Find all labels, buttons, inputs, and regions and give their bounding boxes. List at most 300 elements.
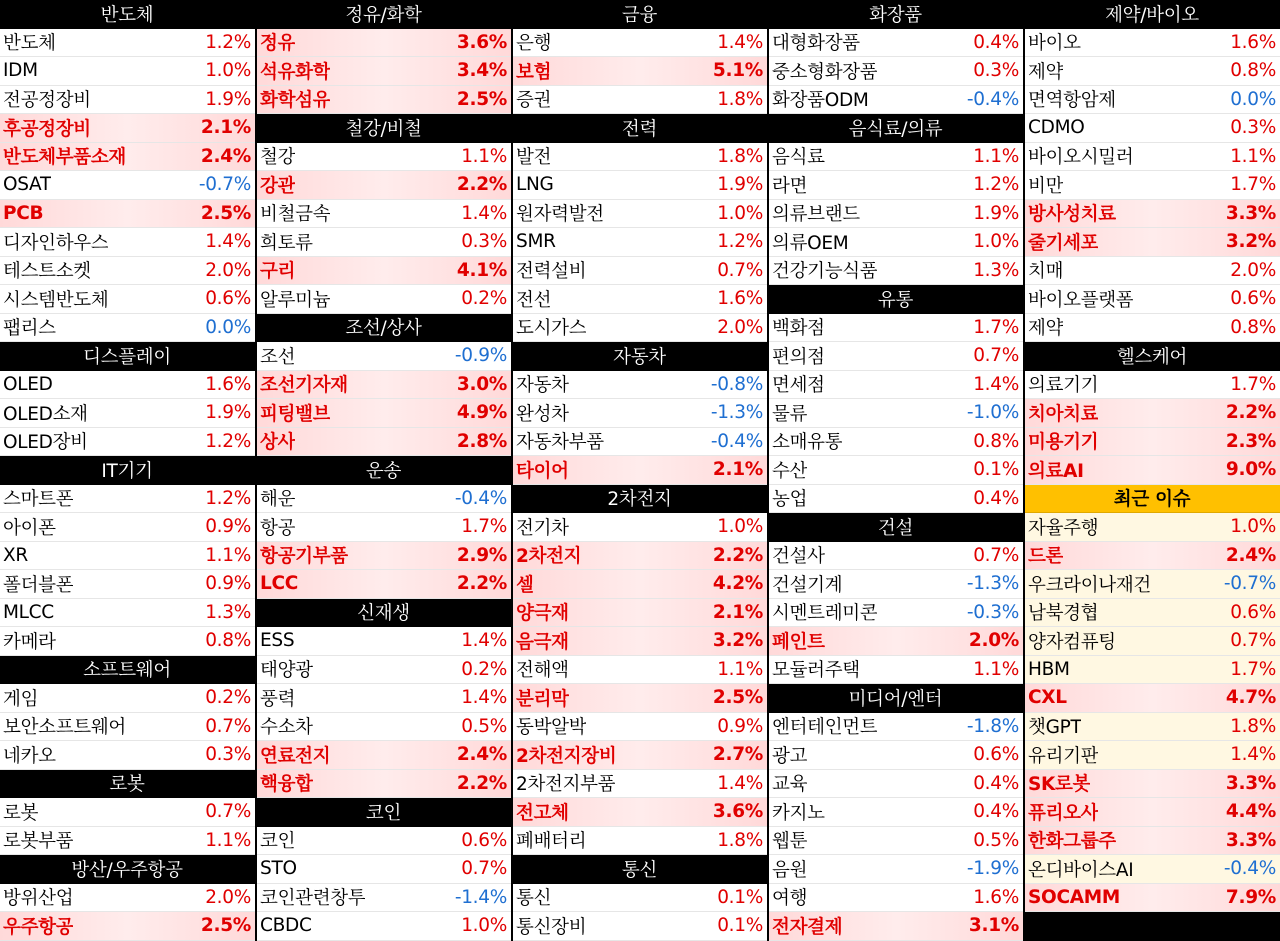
sector-name: 음원 — [772, 859, 808, 881]
sector-group-header: 헬스케어 — [1025, 342, 1280, 371]
sector-name: 자동차부품 — [516, 432, 604, 454]
sector-row[interactable] — [769, 314, 1023, 343]
sector-row[interactable] — [0, 798, 255, 827]
sector-name: PCB — [3, 202, 44, 224]
sector-name: HBM — [1028, 658, 1070, 680]
sector-row[interactable] — [513, 884, 767, 913]
sector-name: 2차전지장비 — [516, 745, 617, 767]
sector-group-header: 코인 — [257, 798, 511, 827]
sector-row[interactable] — [513, 599, 767, 628]
sector-row[interactable] — [257, 342, 511, 371]
sector-group-header: 제약/바이오 — [1025, 0, 1280, 29]
sector-row[interactable] — [0, 114, 255, 143]
sector-row[interactable] — [257, 884, 511, 913]
change-percent: 1.4% — [1230, 744, 1276, 766]
sector-name: CXL — [1028, 687, 1067, 709]
change-percent: 0.7% — [205, 715, 251, 737]
sector-row[interactable] — [1025, 57, 1280, 86]
sector-row[interactable] — [1025, 29, 1280, 58]
sector-group-header: 정유/화학 — [257, 0, 511, 29]
change-percent: 2.5% — [456, 88, 507, 110]
change-percent: 2.0% — [717, 316, 763, 338]
sector-row[interactable] — [769, 228, 1023, 257]
recent-issue-row[interactable] — [1025, 627, 1280, 656]
recent-issue-row[interactable] — [1025, 770, 1280, 799]
sector-name: 카메라 — [3, 631, 56, 653]
sector-row[interactable] — [1025, 456, 1280, 485]
change-percent: 1.0% — [1230, 516, 1276, 538]
sector-row[interactable] — [513, 257, 767, 286]
sector-row[interactable] — [1025, 143, 1280, 172]
sector-name: 웹툰 — [772, 831, 808, 853]
sector-row[interactable] — [257, 513, 511, 542]
sector-name: 게임 — [3, 688, 39, 710]
recent-issue-row[interactable] — [1025, 684, 1280, 713]
change-percent: 4.9% — [456, 402, 507, 424]
sector-row[interactable] — [769, 57, 1023, 86]
sector-row[interactable] — [513, 798, 767, 827]
sector-group-header: 자동차 — [513, 342, 767, 371]
recent-issue-row[interactable] — [1025, 798, 1280, 827]
change-percent: 2.5% — [200, 915, 251, 937]
recent-issue-row[interactable] — [1025, 513, 1280, 542]
sector-row[interactable] — [513, 912, 767, 941]
recent-issue-row[interactable] — [1025, 827, 1280, 856]
change-percent: 7.9% — [1225, 886, 1276, 908]
sector-row[interactable] — [513, 285, 767, 314]
sector-row[interactable] — [257, 741, 511, 770]
sector-name: 도시가스 — [516, 318, 587, 340]
sector-row[interactable] — [0, 228, 255, 257]
change-percent: 4.7% — [1225, 687, 1276, 709]
sector-group-header: 전력 — [513, 114, 767, 143]
sector-name: 양자컴퓨팅 — [1028, 631, 1116, 653]
sector-row[interactable] — [769, 171, 1023, 200]
sector-name: OSAT — [3, 174, 51, 196]
sector-name: 전선 — [516, 289, 552, 311]
change-percent: 0.6% — [1230, 288, 1276, 310]
sector-group-header: 소프트웨어 — [0, 656, 255, 685]
sector-row[interactable] — [0, 741, 255, 770]
sector-row[interactable] — [513, 456, 767, 485]
sector-row[interactable] — [769, 570, 1023, 599]
sector-row[interactable] — [257, 228, 511, 257]
change-percent: 1.7% — [1230, 174, 1276, 196]
recent-issue-row[interactable] — [1025, 884, 1280, 913]
sector-row[interactable] — [1025, 371, 1280, 400]
sector-name: 정유 — [260, 33, 296, 55]
change-percent: 0.6% — [205, 288, 251, 310]
sector-row[interactable] — [257, 86, 511, 115]
sector-name: 한화그룹주 — [1028, 831, 1116, 853]
sector-row[interactable] — [0, 627, 255, 656]
change-percent: 3.6% — [456, 31, 507, 53]
sector-group-header: 반도체 — [0, 0, 255, 29]
change-percent: 1.7% — [1230, 373, 1276, 395]
sector-group-header: 미디어/엔터 — [769, 684, 1023, 713]
change-percent: 0.9% — [205, 516, 251, 538]
change-percent: 2.1% — [712, 601, 763, 623]
sector-name: 알루미늄 — [260, 289, 331, 311]
sector-row[interactable] — [513, 770, 767, 799]
sector-row[interactable] — [769, 884, 1023, 913]
sector-row[interactable] — [1025, 314, 1280, 343]
sector-row[interactable] — [1025, 428, 1280, 457]
change-percent: 0.1% — [717, 915, 763, 937]
sector-row[interactable] — [513, 684, 767, 713]
sector-group-header: 방산/우주항공 — [0, 855, 255, 884]
sector-row[interactable] — [769, 456, 1023, 485]
change-percent: 1.2% — [973, 174, 1019, 196]
sector-row[interactable] — [0, 399, 255, 428]
sector-name: 중소형화장품 — [772, 61, 878, 83]
sector-row[interactable] — [513, 200, 767, 229]
sector-row[interactable] — [513, 513, 767, 542]
sector-name: 화학섬유 — [260, 90, 331, 112]
sector-row[interactable] — [513, 399, 767, 428]
sector-row[interactable] — [257, 713, 511, 742]
sector-name: 전자결제 — [772, 916, 843, 938]
sector-group-header: 음식료/의류 — [769, 114, 1023, 143]
sector-row[interactable] — [0, 143, 255, 172]
sector-name: 스마트폰 — [3, 489, 74, 511]
sector-name: 로봇 — [3, 802, 39, 824]
sector-name: 면역항암제 — [1028, 90, 1116, 112]
sector-name: 미용기기 — [1028, 432, 1099, 454]
change-percent: 1.8% — [717, 88, 763, 110]
change-percent: 4.2% — [712, 573, 763, 595]
change-percent: 1.9% — [205, 88, 251, 110]
sector-name: 동박알박 — [516, 717, 587, 739]
sector-row[interactable] — [257, 827, 511, 856]
sector-group-header: 디스플레이 — [0, 342, 255, 371]
sector-row[interactable] — [0, 599, 255, 628]
change-percent: 0.8% — [1230, 316, 1276, 338]
change-percent: -0.7% — [1223, 573, 1276, 595]
sector-name: 코인관련창투 — [260, 888, 366, 910]
sector-row[interactable] — [769, 257, 1023, 286]
sector-row[interactable] — [0, 200, 255, 229]
sector-name: OLED장비 — [3, 432, 88, 454]
change-percent: 3.2% — [1225, 231, 1276, 253]
change-percent: 1.7% — [461, 516, 507, 538]
recent-issue-row[interactable] — [1025, 599, 1280, 628]
sector-row[interactable] — [513, 143, 767, 172]
sector-row[interactable] — [257, 143, 511, 172]
sector-row[interactable] — [0, 570, 255, 599]
sector-name: 전해액 — [516, 660, 569, 682]
sector-name: XR — [3, 544, 28, 566]
sector-name: STO — [260, 858, 297, 880]
recent-issue-header: 최근 이슈 — [1025, 485, 1280, 514]
sector-row[interactable] — [257, 684, 511, 713]
change-percent: 3.3% — [1225, 772, 1276, 794]
sector-row[interactable] — [0, 542, 255, 571]
sector-name: 양극재 — [516, 603, 569, 625]
change-percent: 3.3% — [1225, 829, 1276, 851]
sector-name: 제약 — [1028, 61, 1064, 83]
sector-row[interactable] — [769, 86, 1023, 115]
change-percent: -1.3% — [710, 402, 763, 424]
sector-row[interactable] — [0, 684, 255, 713]
sector-row[interactable] — [0, 285, 255, 314]
sector-name: 우크라이나재건 — [1028, 574, 1151, 596]
recent-issue-row[interactable] — [1025, 542, 1280, 571]
sector-name: 치아치료 — [1028, 403, 1099, 425]
sector-row[interactable] — [0, 485, 255, 514]
sector-name: 2차전지부품 — [516, 774, 616, 796]
sector-row[interactable] — [1025, 86, 1280, 115]
sector-group-header: 통신 — [513, 855, 767, 884]
sector-row[interactable] — [0, 171, 255, 200]
change-percent: 0.8% — [973, 430, 1019, 452]
change-percent: 0.9% — [205, 573, 251, 595]
sector-name: 유리기판 — [1028, 745, 1099, 767]
change-percent: 2.1% — [200, 117, 251, 139]
sector-row[interactable] — [769, 713, 1023, 742]
change-percent: 1.4% — [717, 31, 763, 53]
sector-group-header: 2차전지 — [513, 485, 767, 514]
change-percent: 0.4% — [973, 772, 1019, 794]
sector-row[interactable] — [513, 627, 767, 656]
sector-row[interactable] — [769, 399, 1023, 428]
sector-row[interactable] — [257, 285, 511, 314]
sector-name: 대형화장품 — [772, 33, 860, 55]
sector-name: 테스트소켓 — [3, 261, 91, 283]
sector-row[interactable] — [769, 342, 1023, 371]
sector-row[interactable] — [257, 570, 511, 599]
sector-row[interactable] — [257, 855, 511, 884]
change-percent: 2.0% — [1230, 259, 1276, 281]
change-percent: 1.7% — [1230, 658, 1276, 680]
sector-group-header: 유통 — [769, 285, 1023, 314]
sector-row[interactable] — [513, 86, 767, 115]
sector-row[interactable] — [769, 200, 1023, 229]
sector-row[interactable] — [769, 371, 1023, 400]
change-percent: 3.4% — [456, 60, 507, 82]
sector-group-header: 신재생 — [257, 599, 511, 628]
change-percent: 2.5% — [200, 202, 251, 224]
sector-row[interactable] — [513, 741, 767, 770]
change-percent: 0.7% — [973, 544, 1019, 566]
sector-row[interactable] — [769, 741, 1023, 770]
sector-name: 전고체 — [516, 802, 569, 824]
sector-row[interactable] — [0, 513, 255, 542]
recent-issue-row[interactable] — [1025, 713, 1280, 742]
sector-row[interactable] — [0, 912, 255, 941]
sector-row[interactable] — [0, 827, 255, 856]
sector-name: 핵융합 — [260, 774, 313, 796]
sector-row[interactable] — [513, 656, 767, 685]
sector-row[interactable] — [513, 57, 767, 86]
change-percent: 3.0% — [456, 373, 507, 395]
sector-row[interactable] — [257, 627, 511, 656]
sector-name: 우주항공 — [3, 916, 74, 938]
sector-name: 폐배터리 — [516, 831, 587, 853]
sector-row[interactable] — [769, 770, 1023, 799]
sector-row[interactable] — [257, 171, 511, 200]
sector-row[interactable] — [1025, 257, 1280, 286]
change-percent: 4.4% — [1225, 801, 1276, 823]
sector-row[interactable] — [257, 912, 511, 941]
sector-row[interactable] — [513, 827, 767, 856]
sector-row[interactable] — [0, 257, 255, 286]
sector-row[interactable] — [769, 599, 1023, 628]
change-percent: 1.4% — [973, 373, 1019, 395]
sector-row[interactable] — [513, 371, 767, 400]
sector-name: 백화점 — [772, 318, 825, 340]
sector-group-header: 운송 — [257, 456, 511, 485]
sector-name: 의료AI — [1028, 460, 1084, 482]
sector-name: 의류브랜드 — [772, 204, 860, 226]
sector-name: 조선 — [260, 346, 296, 368]
change-percent: 0.6% — [461, 829, 507, 851]
sector-row[interactable] — [513, 228, 767, 257]
sector-name: 전력설비 — [516, 261, 587, 283]
recent-issue-row[interactable] — [1025, 570, 1280, 599]
change-percent: 2.0% — [968, 630, 1019, 652]
sector-name: 치매 — [1028, 261, 1064, 283]
sector-row[interactable] — [257, 200, 511, 229]
change-percent: -0.8% — [710, 373, 763, 395]
sector-group-header: 조선/상사 — [257, 314, 511, 343]
sector-name: 구리 — [260, 261, 296, 283]
sector-row[interactable] — [769, 143, 1023, 172]
sector-group-header: 금융 — [513, 0, 767, 29]
sector-row[interactable] — [769, 656, 1023, 685]
sector-row[interactable] — [513, 314, 767, 343]
sector-row[interactable] — [1025, 228, 1280, 257]
change-percent: 0.2% — [461, 658, 507, 680]
sector-row[interactable] — [769, 798, 1023, 827]
change-percent: 1.2% — [205, 430, 251, 452]
sector-row[interactable] — [1025, 171, 1280, 200]
change-percent: -1.9% — [966, 858, 1019, 880]
sector-name: 조선기자재 — [260, 375, 348, 397]
sector-row[interactable] — [769, 29, 1023, 58]
sector-row[interactable] — [0, 29, 255, 58]
sector-name: 편의점 — [772, 346, 825, 368]
change-percent: 0.1% — [717, 886, 763, 908]
sector-row[interactable] — [1025, 114, 1280, 143]
sector-row[interactable] — [257, 371, 511, 400]
sector-name: 피팅밸브 — [260, 403, 331, 425]
sector-name: 엔터테인먼트 — [772, 717, 878, 739]
sector-row[interactable] — [513, 542, 767, 571]
change-percent: 1.7% — [973, 316, 1019, 338]
sector-name: 의류OEM — [772, 232, 849, 254]
sector-row[interactable] — [0, 371, 255, 400]
sector-row[interactable] — [1025, 285, 1280, 314]
sector-name: 바이오플랫폼 — [1028, 289, 1134, 311]
sector-name: 셀 — [516, 574, 534, 596]
sector-name: 은행 — [516, 33, 552, 55]
sector-row[interactable] — [769, 428, 1023, 457]
change-percent: -0.4% — [1223, 858, 1276, 880]
change-percent: 1.3% — [973, 259, 1019, 281]
sector-row[interactable] — [769, 912, 1023, 941]
change-percent: -0.7% — [198, 174, 251, 196]
change-percent: 0.2% — [461, 288, 507, 310]
change-percent: 1.3% — [205, 601, 251, 623]
sector-name: 음식료 — [772, 147, 825, 169]
change-percent: 0.9% — [717, 715, 763, 737]
sector-row[interactable] — [257, 57, 511, 86]
sector-column — [769, 0, 1023, 941]
change-percent: 4.1% — [456, 259, 507, 281]
sector-row[interactable] — [769, 627, 1023, 656]
change-percent: 1.4% — [461, 687, 507, 709]
sector-row[interactable] — [257, 428, 511, 457]
sector-row[interactable] — [257, 656, 511, 685]
sector-row[interactable] — [769, 485, 1023, 514]
sector-group-header: IT기기 — [0, 456, 255, 485]
sector-row[interactable] — [0, 713, 255, 742]
sector-row[interactable] — [769, 855, 1023, 884]
sector-row[interactable] — [513, 570, 767, 599]
sector-row[interactable] — [257, 399, 511, 428]
change-percent: -0.9% — [454, 345, 507, 367]
sector-row[interactable] — [1025, 399, 1280, 428]
sector-row[interactable] — [769, 542, 1023, 571]
sector-name: 강관 — [260, 175, 296, 197]
sector-row[interactable] — [257, 257, 511, 286]
sector-row[interactable] — [0, 57, 255, 86]
sector-name: 비만 — [1028, 175, 1064, 197]
sector-name: 2차전지 — [516, 546, 582, 568]
change-percent: -0.3% — [966, 601, 1019, 623]
sector-row[interactable] — [257, 485, 511, 514]
sector-name: 교육 — [772, 774, 808, 796]
recent-issue-row[interactable] — [1025, 656, 1280, 685]
change-percent: 2.9% — [456, 544, 507, 566]
sector-name: 화장품ODM — [772, 90, 869, 112]
sector-row[interactable] — [513, 29, 767, 58]
sector-column — [0, 0, 255, 941]
sector-name: 석유화학 — [260, 61, 331, 83]
sector-row[interactable] — [0, 86, 255, 115]
sector-name: OLED소재 — [3, 403, 88, 425]
sector-row[interactable] — [0, 428, 255, 457]
sector-row[interactable] — [257, 29, 511, 58]
sector-name: 해운 — [260, 489, 296, 511]
change-percent: 1.4% — [717, 772, 763, 794]
change-percent: 1.8% — [1230, 715, 1276, 737]
recent-issue-row[interactable] — [1025, 855, 1280, 884]
change-percent: 2.4% — [200, 145, 251, 167]
change-percent: 2.0% — [205, 259, 251, 281]
sector-name: 줄기세포 — [1028, 232, 1099, 254]
sector-group-header: 건설 — [769, 513, 1023, 542]
sector-row[interactable] — [0, 314, 255, 343]
sector-name: SOCAMM — [1028, 886, 1120, 908]
sector-row[interactable] — [513, 171, 767, 200]
sector-name: 전공정장비 — [3, 90, 91, 112]
sector-name: 시스템반도체 — [3, 289, 109, 311]
sector-row[interactable] — [769, 827, 1023, 856]
change-percent: 1.0% — [717, 202, 763, 224]
sector-row[interactable] — [257, 542, 511, 571]
sector-name: 항공기부품 — [260, 546, 348, 568]
sector-row[interactable] — [257, 770, 511, 799]
sector-row[interactable] — [0, 884, 255, 913]
sector-name: 보험 — [516, 61, 552, 83]
sector-row[interactable] — [1025, 200, 1280, 229]
sector-row[interactable] — [513, 428, 767, 457]
recent-issue-row[interactable] — [1025, 741, 1280, 770]
sector-row[interactable] — [513, 713, 767, 742]
sector-name: 보안소프트웨어 — [3, 717, 126, 739]
